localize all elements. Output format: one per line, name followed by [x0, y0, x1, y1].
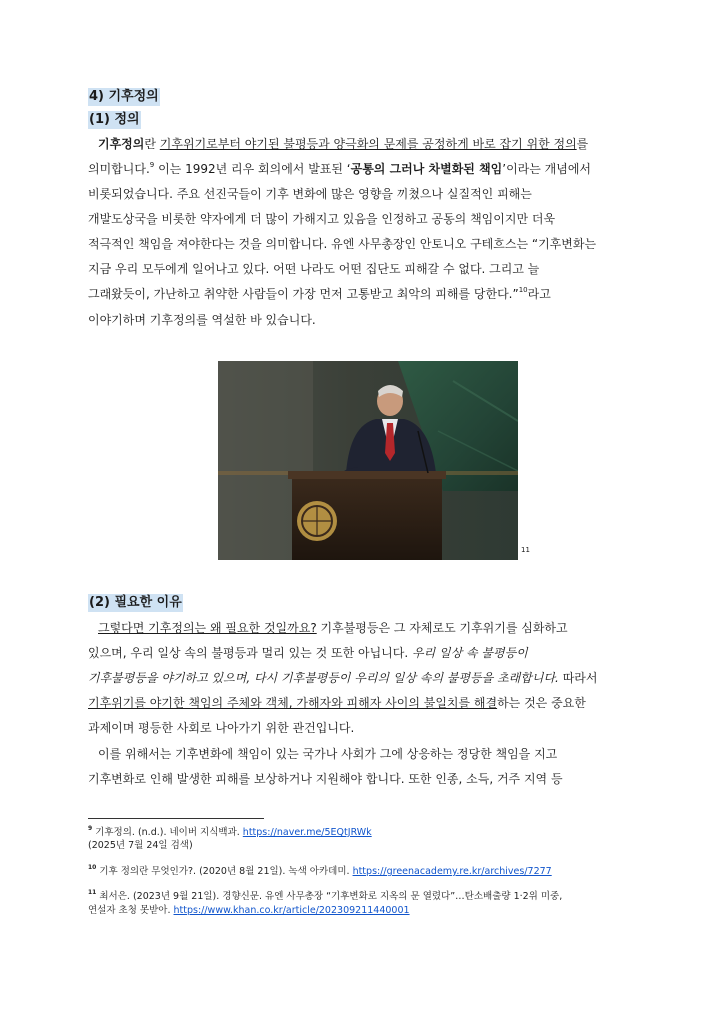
footnote-11-link[interactable]: https://www.khan.co.kr/article/202309211440001 [173, 905, 410, 916]
reason-line-6: 이를 위해서는 기후변화에 책임이 있는 국가나 사회가 그에 상응하는 정당한 책임을 지고 [98, 747, 558, 761]
footnote-9-date: (2025년 7월 24일 검색) [88, 840, 193, 851]
reason-line-2: 있으며, 우리 일상 속의 불평등과 멀리 있는 것 또한 아닙니다. 우리 일상 속 불평등이 [88, 646, 528, 660]
section-title: 4) 기후정의 [89, 89, 159, 104]
footnote-ref-10[interactable]: 10 [518, 286, 528, 294]
footnote-11-cont: 연설자 초청 못받아. https://www.khan.co.kr/article/202309211440001 [88, 905, 410, 916]
definition-line-3: 비롯되었습니다. 주요 선진국들이 기후 변화에 많은 영향을 끼쳤으나 실질적인 피해는 [88, 187, 532, 201]
definition-line-2: 의미합니다.$^9$ 이는 1992년 리우 회의에서 발표된 ‘공통의 그러나 차별화된 책임’이라는 개념에서 [88, 161, 592, 176]
footnote-10: $^{10}$ 기후 정의란 무엇인가?. (2020년 8월 21일). 녹색 아카데미. https://greenacademy.re.kr/archives/7277 [88, 863, 552, 877]
un-assembly-photo [218, 361, 518, 560]
reason-line-3: 기후불평등을 야기하고 있으며, 다시 기후불평등이 우리의 일상 속의 불평등을 초래합니다. 따라서 [88, 671, 598, 685]
definition-line-1: 기후정의란 기후위기로부터 야기된 불평등과 양극화의 문제를 공정하게 바로 잡기 위한 정의를 [98, 137, 589, 151]
reason-emphasis-1: 우리 일상 속 불평등이 [411, 646, 528, 660]
reason-emphasis-2: 기후불평등을 야기하고 있으며, 다시 기후불평등이 우리의 일상 속의 불평등을 초래합니다. [88, 671, 559, 685]
footnote-10-link[interactable]: https://greenacademy.re.kr/archives/7277 [352, 866, 552, 877]
reason-line-7: 기후변화로 인해 발생한 피해를 보상하거나 지원해야 합니다. 또한 인종, 소득, 거주 지역 등 [88, 772, 563, 786]
reason-line-1: 그렇다면 기후정의는 왜 필요한 것일까요? 기후불평등은 그 자체로도 기후위기를 심화하고 [98, 621, 568, 635]
footnote-9: $^9$ 기후정의. (n.d.). 네이버 지식백과. https://naver.me/5EQtJRWk [88, 824, 372, 838]
reason-line-4: 기후위기를 야기한 책임의 주체와 객체, 가해자와 피해자 사이의 불일치를 해결하는 것은 중요한 [88, 696, 586, 710]
footnote-11: $^{11}$ 최서은. (2023년 9월 21일). 경향신문. 유엔 사무총장 “기후변화로 지옥의 문 열렸다”…탄소배출량 1·2위 미중, [88, 888, 563, 902]
term-climate-justice: 기후정의 [98, 137, 145, 151]
speaker-at-podium-illustration [218, 361, 518, 560]
definition-phrase: 기후위기로부터 야기된 불평등과 양극화의 문제를 공정하게 바로 잡기 위한 정의 [159, 137, 577, 151]
cbdr-phrase: 공통의 그러나 차별화된 책임 [350, 162, 503, 176]
reason-line-5: 과제이며 평등한 사회로 나아가기 위한 관건입니다. [88, 721, 355, 735]
definition-line-5: 적극적인 책임을 져야한다는 것을 의미합니다. 유엔 사무총장인 안토니오 구테흐스는 “기후변화는 [88, 237, 597, 251]
footnote-9-link[interactable]: https://naver.me/5EQtJRWk [242, 827, 372, 838]
definition-line-4: 개발도상국을 비롯한 약자에게 더 많이 가해지고 있음을 인정하고 공동의 책임이지만 더욱 [88, 212, 556, 226]
definition-line-6: 지금 우리 모두에게 일어나고 있다. 어떤 나라도 어떤 집단도 피해갈 수 없다. 그리고 늘 [88, 262, 540, 276]
reason-underline: 기후위기를 야기한 책임의 주체와 객체, 가해자와 피해자 사이의 불일치를 해결 [88, 696, 498, 710]
reason-question: 그렇다면 기후정의는 왜 필요한 것일까요? [98, 621, 317, 635]
footnote-separator [88, 818, 264, 819]
definition-line-7: 그래왔듯이, 가난하고 취약한 사람들이 가장 먼저 고통받고 최악의 피해를 당한다.”$^{10}$라고 [88, 286, 551, 301]
subsection-title-definition: (1) 정의 [89, 112, 140, 127]
subsection-title-reason: (2) 필요한 이유 [89, 595, 182, 610]
photo-footnote-ref-11[interactable]: 11 [521, 546, 530, 554]
definition-line-8: 이야기하며 기후정의를 역설한 바 있습니다. [88, 313, 316, 327]
footnote-ref-9[interactable]: 9 [149, 161, 155, 169]
